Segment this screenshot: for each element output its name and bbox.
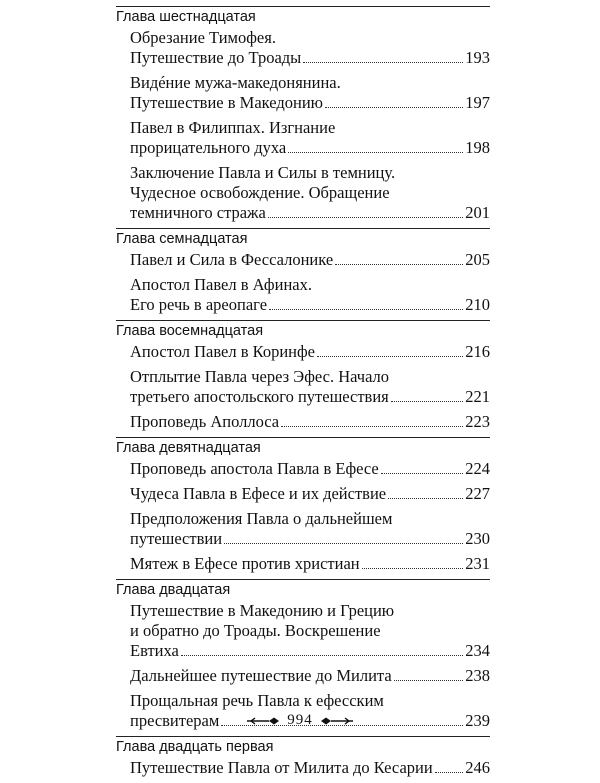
chapter-section	[116, 228, 490, 315]
toc-entry-last-line	[130, 484, 490, 504]
toc-entry[interactable]	[116, 342, 490, 362]
dot-leader	[224, 543, 463, 544]
toc-page-number: 234	[465, 641, 490, 660]
toc-page-number: 210	[465, 295, 490, 314]
toc-entry-line: Чудесное освобождение. Обращение	[130, 183, 390, 202]
toc-page-number: 216	[465, 342, 490, 361]
toc-page-number: 198	[465, 138, 490, 157]
toc-entry-text: Дальнейшее путешествие до Милита	[130, 666, 392, 685]
toc-entry-last-line	[130, 203, 490, 223]
toc-entry[interactable]	[116, 367, 490, 407]
toc-entry-last-line	[130, 554, 490, 574]
toc-entry-line: Прощальная речь Павла к ефесским	[130, 691, 384, 710]
toc-entry-line: Предположения Павла о дальнейшем	[130, 509, 393, 528]
toc-entry-line: Апостол Павел в Афинах.	[130, 275, 312, 294]
dot-leader	[288, 152, 463, 153]
toc-entry-last-line	[130, 93, 490, 113]
page-footer	[0, 712, 600, 729]
toc-entry-last-line	[130, 295, 490, 315]
toc-entry[interactable]	[116, 666, 490, 686]
toc-entry[interactable]	[116, 484, 490, 504]
toc-entry-line: и обратно до Троады. Воскрешение	[130, 621, 381, 640]
toc-entry-last-line	[130, 342, 490, 362]
right-ornament-icon	[319, 716, 353, 726]
toc-entry-line: Обрезание Тимофея.	[130, 28, 276, 47]
toc-page-number: 231	[465, 554, 490, 573]
chapter-title: Глава семнадцатая	[116, 231, 248, 247]
chapter-section	[116, 437, 490, 574]
chapter-title: Глава двадцатая	[116, 582, 231, 598]
toc-entry-text: Апостол Павел в Коринфе	[130, 342, 316, 361]
toc-entry-last-line	[130, 387, 490, 407]
toc-page-number: 246	[465, 758, 490, 777]
dot-leader	[388, 498, 463, 499]
toc-entry[interactable]	[116, 73, 490, 113]
chapter-section	[116, 320, 490, 432]
toc-entry[interactable]	[116, 412, 490, 432]
toc-page-number: 239	[465, 711, 490, 730]
toc-entry-last-line	[130, 641, 490, 661]
toc-entry[interactable]	[116, 250, 490, 270]
toc-entry-last-line	[130, 529, 490, 549]
toc-entry-last-line	[130, 459, 490, 479]
toc-page-number: 197	[465, 93, 490, 112]
dot-leader	[268, 217, 463, 218]
toc-entry[interactable]	[116, 509, 490, 549]
dot-leader	[325, 107, 463, 108]
toc-entry-text: Чудеса Павла в Ефесе и их действие	[130, 484, 387, 503]
dot-leader	[281, 426, 463, 427]
toc-entry[interactable]	[116, 601, 490, 661]
dot-leader	[335, 264, 463, 265]
toc-page-number: 230	[465, 529, 490, 548]
page-number: 994	[287, 712, 313, 728]
toc-page-number: 193	[465, 48, 490, 67]
chapter-section	[116, 6, 490, 223]
toc-entry-text: Павел и Сила в Фессалонике	[130, 250, 334, 269]
toc-entry-line: Видéние мужа-македонянина.	[130, 73, 341, 92]
toc-entry[interactable]	[116, 459, 490, 479]
toc-entry-text: прорицательного духа	[130, 138, 287, 157]
toc-page-number: 201	[465, 203, 490, 222]
toc-entry[interactable]	[116, 28, 490, 68]
toc-page-number: 238	[465, 666, 490, 685]
toc-entry[interactable]	[116, 275, 490, 315]
toc-entry-text: Путешествие Павла от Милита до Кесарии	[130, 758, 433, 777]
dot-leader	[269, 309, 463, 310]
chapter-title: Глава двадцать первая	[116, 739, 274, 755]
toc-entry-text: Проповедь апостола Павла в Ефесе	[130, 459, 379, 478]
dot-leader	[381, 473, 464, 474]
dot-leader	[394, 680, 464, 681]
toc-entry-last-line	[130, 48, 490, 68]
left-ornament-icon	[247, 716, 281, 726]
toc-entry[interactable]	[116, 163, 490, 223]
toc-entry-text: Его речь в ареопаге	[130, 295, 268, 314]
chapter-section	[116, 736, 490, 778]
chapter-title: Глава шестнадцатая	[116, 9, 256, 25]
dot-leader	[317, 356, 463, 357]
dot-leader	[181, 655, 463, 656]
toc-entry-text: Евтиха	[130, 641, 179, 660]
toc-entry-text: Мятеж в Ефесе против христиан	[130, 554, 360, 573]
dot-leader	[303, 62, 463, 63]
toc-entry[interactable]	[116, 758, 490, 778]
toc-entry-last-line	[130, 250, 490, 270]
toc-entry-text: пресвитерам	[130, 711, 220, 730]
chapter-title: Глава девятнадцатая	[116, 440, 261, 456]
toc-page-number: 223	[465, 412, 490, 431]
toc-entry-last-line	[130, 758, 490, 778]
toc-entry-line: Путешествие в Македонию и Грецию	[130, 601, 395, 620]
toc-page-number: 205	[465, 250, 490, 269]
toc-entry[interactable]	[116, 554, 490, 574]
dot-leader	[391, 401, 463, 402]
toc-entry-line: Заключение Павла и Силы в темницу.	[130, 163, 396, 182]
chapter-title: Глава восемнадцатая	[116, 323, 264, 339]
toc-entry-last-line	[130, 412, 490, 432]
toc-entry[interactable]	[116, 118, 490, 158]
toc-entry-text: темничного стража	[130, 203, 266, 222]
toc-entry-text: Проповедь Аполлоса	[130, 412, 280, 431]
table-of-contents	[116, 6, 490, 783]
toc-entry-line: Отплытие Павла через Эфес. Начало	[130, 367, 390, 386]
toc-page-number: 224	[465, 459, 490, 478]
toc-entry-text: Путешествие в Македонию	[130, 93, 323, 112]
toc-entry-last-line	[130, 138, 490, 158]
toc-page-number: 221	[465, 387, 490, 406]
chapter-section	[116, 579, 490, 731]
dot-leader	[362, 568, 464, 569]
toc-entry-line: Павел в Филиппах. Изгнание	[130, 118, 336, 137]
dot-leader	[435, 772, 464, 773]
toc-entry-text: Путешествие до Троады	[130, 48, 302, 67]
toc-entry-text: путешествии	[130, 529, 223, 548]
toc-page-number: 227	[465, 484, 490, 503]
toc-entry-last-line	[130, 666, 490, 686]
toc-entry-text: третьего апостольского путешествия	[130, 387, 389, 406]
